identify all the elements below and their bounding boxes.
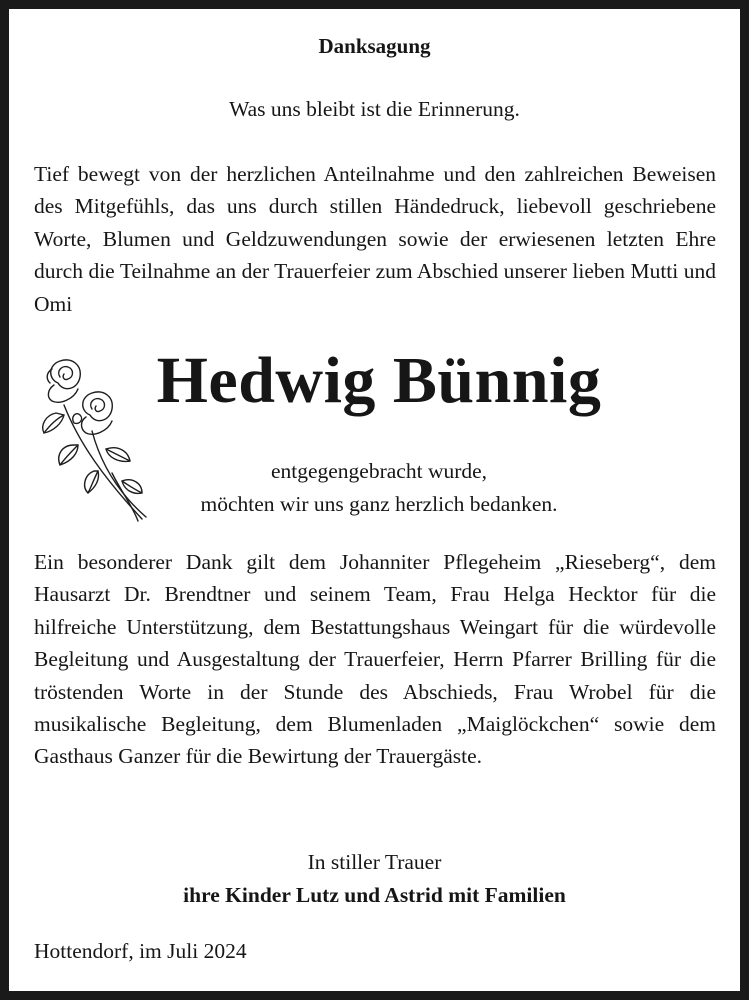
intro-paragraph: Tief bewegt von der herzlichen Anteilnahme und den zahlreichen Beweisen des Mitgefühls, das uns durch stillen Händedruck, liebevoll geschriebene Worte, Blumen und Geldzuwendungen sowie der erwiesenen letzten Ehre durch die Teilnahme an der Trauerfeier zum Abschied unserer lieben Mutti und Omi: [34, 162, 716, 316]
closing-block: [9, 846, 740, 911]
notice-motto: Was uns bleibt ist die Erinnerung.: [229, 97, 520, 121]
place-date: Hottendorf, im Juli 2024: [34, 939, 247, 963]
notice-heading: Danksagung: [318, 34, 431, 58]
special-thanks-paragraph: Ein besonderer Dank gilt dem Johanniter Pflegeheim „Rieseberg“, dem Hausarzt Dr. Brendtner und seinem Team, Frau Helga Hecktor für die hilfreiche Unterstützung, dem Bestattungshaus Weingart für die würdevolle Begleitung und Ausgestaltung der Trauerfeier, Herrn Pfarrer Brilling für die tröstenden Worte in der Stunde des Abschieds, Frau Wrobel für die musikalische Begleitung, dem Blumenladen „Maiglöckchen“ sowie dem Gasthaus Ganzer für die Bewirtung der Trauergäste.: [34, 550, 716, 769]
deceased-name: Hedwig Bünnig: [156, 344, 602, 417]
thanks-line-1: entgegengebracht wurde,: [270, 459, 488, 483]
thanks-line-2: möchten wir uns ganz herzlich bedanken.: [200, 491, 558, 516]
closing-line: In stiller Trauer: [307, 850, 442, 874]
signatories: ihre Kinder Lutz und Astrid mit Familien: [183, 882, 566, 907]
thanks-statement: [129, 455, 629, 520]
